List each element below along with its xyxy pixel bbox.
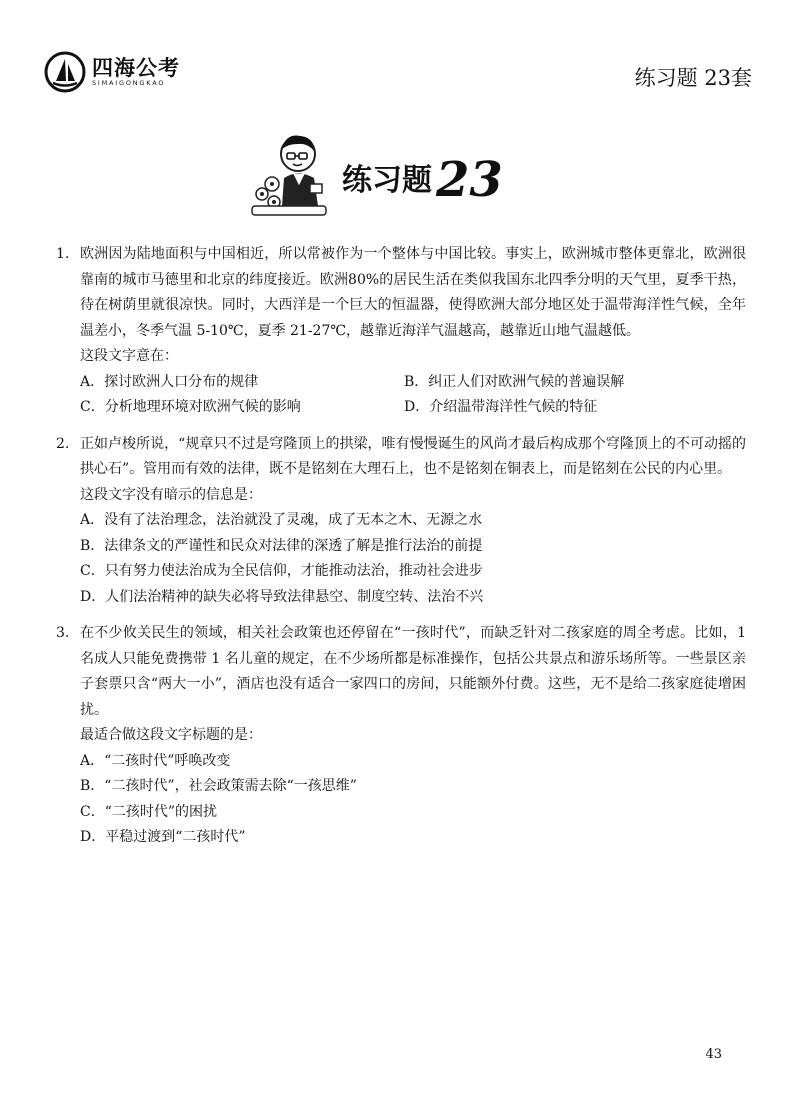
brand-name-cn: 四海公考	[92, 55, 180, 80]
set-label: 练习题 23套	[634, 66, 752, 90]
page-header	[44, 48, 756, 98]
title-text	[342, 152, 503, 208]
option-b: B．“二孩时代”，社会政策需去除“一孩思维”	[80, 778, 357, 794]
option-row	[56, 370, 746, 396]
question-number: 2.	[56, 435, 70, 452]
question-text: 正如卢梭所说，“规章只不过是穹隆顶上的拱梁，唯有慢慢诞生的风尚才最后构成那个穹隆顶上的不可动摇的拱心石”。管用而有效的法律，既不是铭刻在大理石上，也不是铭刻在铜表上，而是铭刻在公民的内心里。	[80, 435, 746, 477]
question-stem	[56, 432, 746, 483]
sailboat-logo-icon	[44, 51, 86, 93]
question-1	[56, 242, 746, 421]
question-list	[56, 242, 746, 862]
option-c: C．分析地理环境对欧洲气候的影响	[80, 399, 301, 415]
question-2	[56, 432, 746, 611]
title-label: 练习题	[342, 163, 432, 198]
option-d: D．介绍温带海洋性气候的特征	[404, 399, 598, 415]
question-stem	[56, 621, 746, 723]
question-3	[56, 621, 746, 851]
question-text: 在不少攸关民生的领域，相关社会政策也还停留在“一孩时代”，而缺乏针对二孩家庭的周全考虑。比如，1 名成人只能免费携带 1 名儿童的规定，在不少场所都是标准操作，包括公共景点和游乐场所等。一些景区亲子套票只含“两大一小”，酒店也没有适合一家四口的房间，只能额外付费。这些，无不是给二孩家庭徒增困扰。	[80, 625, 746, 718]
option-d: D．平稳过渡到“二孩时代”	[80, 829, 246, 845]
mascot-illustration-icon	[242, 128, 334, 220]
option-d: D．人们法治精神的缺失必将导致法律悬空、制度空转、法治不兴	[80, 588, 484, 605]
option-c: C．“二孩时代”的困扰	[80, 803, 218, 820]
option-a: A．“二孩时代”呼唤改变	[80, 752, 231, 769]
page-number: 43	[705, 1047, 722, 1062]
page-title	[242, 128, 562, 224]
question-stem	[56, 242, 746, 344]
question-prompt: 最适合做这段文字标题的是：	[80, 727, 262, 743]
question-number: 1.	[56, 246, 70, 262]
question-prompt: 这段文字没有暗示的信息是：	[80, 486, 262, 503]
title-number: 23	[436, 152, 503, 208]
brand-logo	[44, 48, 180, 96]
question-prompt: 这段文字意在：	[80, 348, 178, 364]
option-a: A．没有了法治理念，法治就没了灵魂，成了无本之木、无源之水	[80, 512, 483, 528]
brand-name-en: SIMAIGONGKAO	[92, 78, 166, 87]
option-b: B．法律条文的严谨性和民众对法律的深透了解是推行法治的前提	[80, 537, 483, 554]
question-text: 欧洲因为陆地面积与中国相近，所以常被作为一个整体与中国比较。事实上，欧洲城市整体更靠北，欧洲很靠南的城市马德里和北京的纬度接近。欧洲80%的居民生活在类似我国东北四季分明的天气里，夏季干热，待在树荫里就很凉快。同时，大西洋是一个巨大的恒温器，使得欧洲大部分地区处于温带海洋性气候，全年温差小，冬季气温 5-10℃，夏季 21-27℃，越靠近海洋气温越高，越靠近山地气温越低。	[80, 246, 746, 339]
option-c: C．只有努力使法治成为全民信仰，才能推动法治，推动社会进步	[80, 563, 483, 579]
option-b: B．纠正人们对欧洲气候的普遍误解	[404, 373, 625, 390]
option-a: A．探讨欧洲人口分布的规律	[80, 373, 259, 390]
option-row	[56, 395, 746, 421]
question-number: 3.	[56, 625, 70, 641]
